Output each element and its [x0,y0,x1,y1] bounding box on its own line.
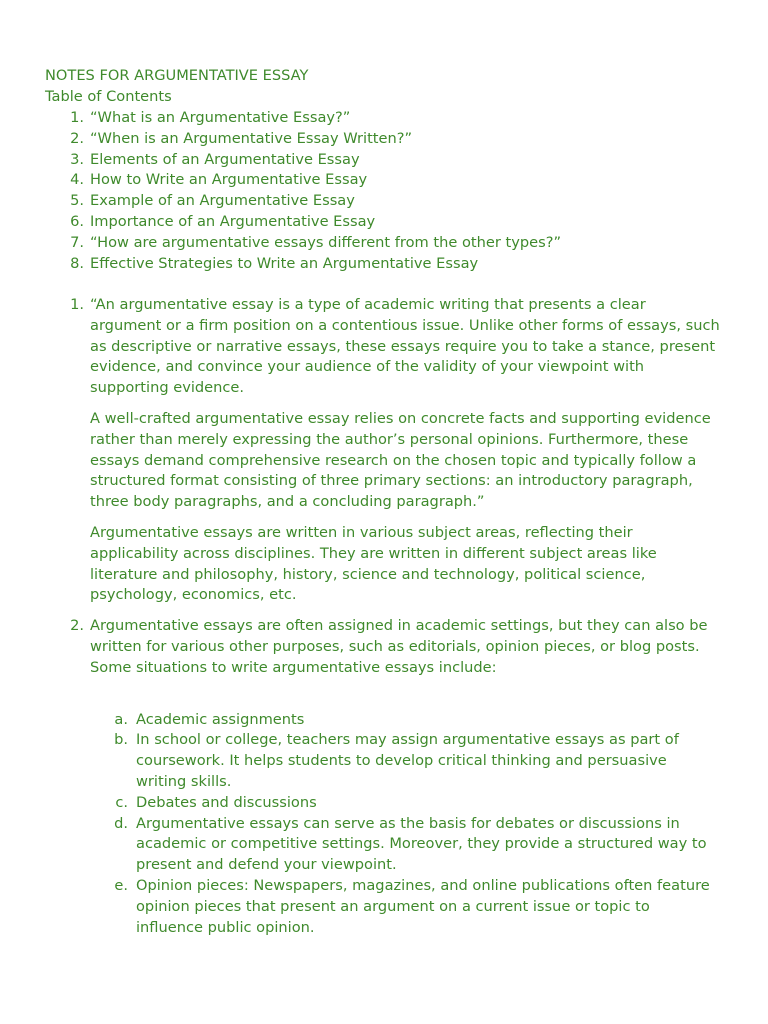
toc-item-text: How to Write an Argumentative Essay [90,171,368,189]
section-number: 1. [70,296,84,313]
paragraph: “An argumentative essay is a type of academic writing that presents a clear argument or a firm position on a contentious issue. Unlike other forms of essays, such as descriptive or narrative essays, these essays require you to take a stance, present evidence, and convince your audience of the validity of your viewpoint with supporting evidence. [90,296,720,397]
toc-item [0,150,768,171]
sub-item-letter: b. [114,731,128,749]
section-2 [0,616,768,938]
toc-item-text: “What is an Argumentative Essay?” [90,109,351,126]
toc-item-number: 7. [70,233,84,251]
sub-list-item [0,793,768,814]
paragraph: A well-crafted argumentative essay relies on concrete facts and supporting evidence rather than merely expressing the author’s personal opinions. Furthermore, these essays demand comprehensive research on the chosen topic and typically follow a structured format consisting of three primary sections: an introductory paragraph, three body paragraphs, and a concluding paragraph.” [90,409,711,511]
section-number: 2. [70,617,84,635]
sub-item-text: Opinion pieces: Newspapers, magazines, and online publications often feature opinion pieces that present an argument on a current issue or topic to influence public opinion. [136,876,710,936]
document-title: NOTES FOR ARGUMENTATIVE ESSAY [45,67,309,84]
toc-item-text: Importance of an Argumentative Essay [90,212,376,230]
section-1 [0,295,768,606]
sub-item-letter: a. [114,710,128,728]
sub-item-text: In school or college, teachers may assign argumentative essays as part of coursework. It helps students to develop critical thinking and persuasive writing skills. [136,731,679,790]
toc-item-text: Example of an Argumentative Essay [90,192,355,210]
toc-heading: Table of Contents [45,88,172,105]
sub-item-letter: e. [114,876,128,894]
table-of-contents [0,108,768,274]
sub-item-text: Argumentative essays can serve as the basis for debates or discussions in academic or competitive settings. Moreover, they provide a structured way to present and defend your viewpoint. [136,814,707,874]
toc-item [0,129,768,150]
sub-list-item [0,876,768,938]
paragraph: Argumentative essays are often assigned in academic settings, but they can also be written for various other purposes, such as editorials, opinion pieces, or blog posts. Some situations to write argumentative essays include: [90,617,708,676]
toc-item-number: 5. [70,192,84,210]
sub-list-item [0,814,768,876]
sub-list-item [0,730,768,792]
toc-item [0,191,768,212]
toc-item-number: 3. [70,150,84,168]
sub-item-text: Academic assignments [136,710,305,728]
toc-item [0,233,768,254]
toc-item-text: “When is an Argumentative Essay Written?” [90,129,413,147]
paragraph: Argumentative essays are written in various subject areas, reflecting their applicability across disciplines. They are written in different subject areas like literature and philosophy, history, science and technology, political science, psychology, economics, etc. [90,523,657,604]
sub-item-letter: d. [114,814,128,832]
toc-item-number: 4. [70,171,84,189]
toc-item [0,108,768,129]
toc-item-text: Elements of an Argumentative Essay [90,150,360,168]
toc-item-number: 2. [70,129,84,147]
toc-item [0,212,768,233]
toc-item [0,254,768,275]
sub-item-letter: c. [115,793,128,811]
toc-item-text: Effective Strategies to Write an Argumentative Essay [90,254,479,272]
toc-item-text: “How are argumentative essays different from the other types?” [90,233,562,251]
sub-list-item [0,710,768,731]
sub-list [0,710,768,939]
toc-item-number: 1. [70,109,84,126]
sub-item-text: Debates and discussions [136,793,317,811]
toc-item [0,170,768,191]
notes-body [0,295,768,938]
toc-item-number: 8. [70,254,84,272]
toc-item-number: 6. [70,212,84,230]
